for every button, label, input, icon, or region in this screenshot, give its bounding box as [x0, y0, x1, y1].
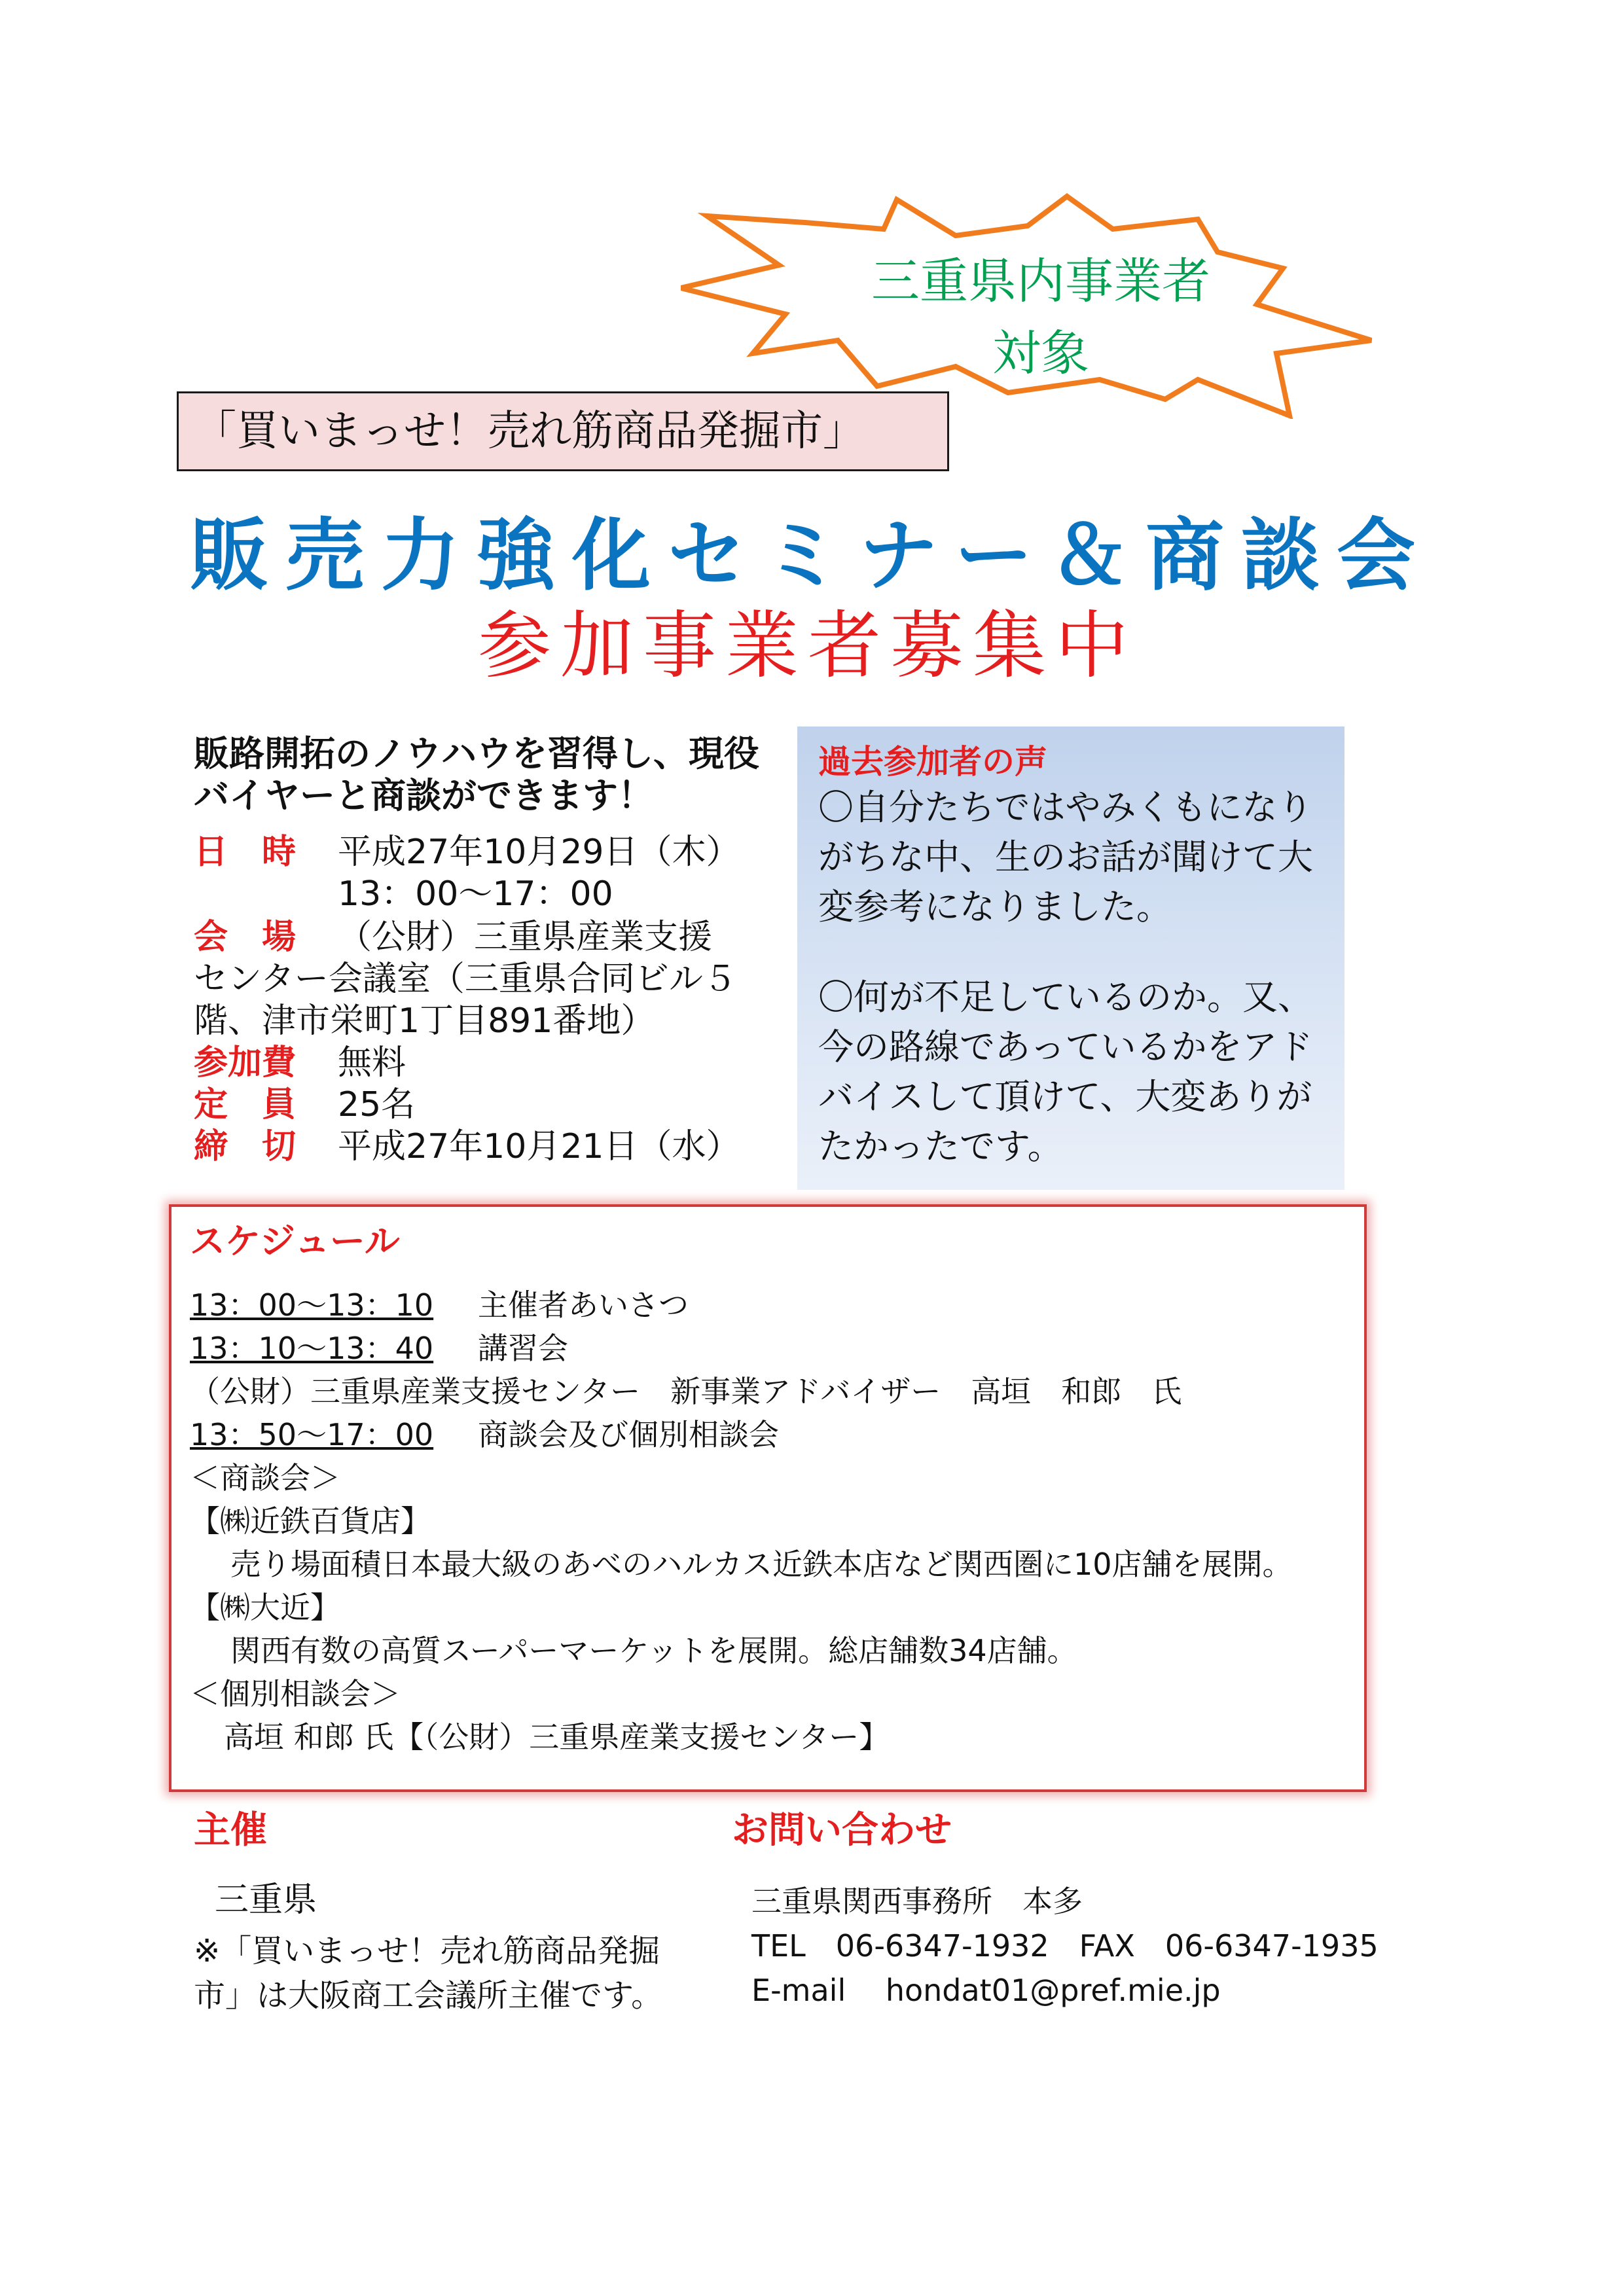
venue-line-2: センター会議室（三重県合同ビル５: [194, 960, 737, 999]
info-time: 13：00～17：00: [338, 874, 613, 914]
contact-phone-fax: TEL 06-6347-1932 FAX 06-6347-1935: [751, 1928, 1379, 1964]
info-fee: [194, 1042, 406, 1084]
venue-line-3: 階、津市栄町1丁目891番地）: [194, 1001, 655, 1041]
schedule-item-2: [190, 1329, 568, 1368]
deadline-label: 締 切: [194, 1127, 297, 1166]
schedule-event-1: 主催者あいさつ: [478, 1287, 689, 1323]
voice-2-line-3: バイスして頂けて、大変ありが: [818, 1076, 1312, 1117]
date-label: 日 時: [194, 833, 297, 872]
venue-line-1: （公財）三重県産業支援: [338, 918, 713, 957]
schedule-time-1: 13：00～13：10: [190, 1287, 434, 1323]
schedule-box: [169, 1204, 1367, 1792]
date-value: 平成27年10月29日（木）: [338, 833, 740, 872]
consultation-heading: ＜個別相談会＞: [190, 1676, 401, 1712]
voices-title: 過去参加者の声: [818, 743, 1047, 781]
burst-line-1: 三重県内事業者: [871, 253, 1210, 310]
schedule-time-2: 13：10～13：40: [190, 1331, 434, 1366]
buyer-2-desc: 関西有数の高質スーパーマーケットを展開。総店舗数34店舗。: [230, 1633, 1077, 1668]
buyer-1-name: 【㈱近鉄百貨店】: [190, 1503, 431, 1539]
buyer-2-name: 【㈱大近】: [190, 1590, 340, 1625]
capacity-label: 定 員: [194, 1085, 297, 1124]
schedule-title: スケジュール: [190, 1221, 400, 1262]
voice-1-line-3: 変参考になりました。: [818, 886, 1172, 927]
deadline-value: 平成27年10月21日（水）: [338, 1127, 740, 1166]
info-date: [194, 831, 740, 873]
fee-label: 参加費: [194, 1043, 297, 1083]
main-title: 販売力強化セミナー＆商談会: [190, 511, 1432, 601]
organizer-note-2: 市」は大阪商工会議所主催です。: [194, 1977, 663, 2014]
contact-title: お問い合わせ: [732, 1809, 952, 1852]
contact-office: 三重県関西事務所 本多: [751, 1884, 1083, 1919]
info-venue: [194, 916, 712, 958]
capacity-value: 25名: [338, 1085, 416, 1124]
voice-2-line-2: 今の路線であっているかをアド: [818, 1026, 1313, 1067]
schedule-item-3: [190, 1415, 779, 1454]
consultation-detail: 高垣 和郎 氏【（公財）三重県産業支援センター】: [224, 1719, 890, 1755]
organizer-title: 主催: [194, 1809, 267, 1852]
organizer-name: 三重県: [215, 1880, 317, 1920]
sub-title: 参加事業者募集中: [478, 603, 1138, 689]
schedule-event-3: 商談会及び個別相談会: [478, 1417, 779, 1452]
lecturer-line: （公財）三重県産業支援センター 新事業アドバイザー 高垣 和郎 氏: [190, 1374, 1182, 1409]
voice-2-line-1: 〇何が不足しているのか。又、: [818, 977, 1313, 1018]
organizer-note-1: ※「買いまっせ！売れ筋商品発掘: [194, 1933, 660, 1969]
info-deadline: [194, 1126, 740, 1168]
info-capacity: [194, 1084, 415, 1126]
contact-email: E-mail hondat01@pref.mie.jp: [751, 1973, 1221, 2008]
burst-line-2: 対象: [992, 325, 1089, 382]
business-meeting-heading: ＜商談会＞: [190, 1460, 340, 1496]
participant-voices-panel: [797, 726, 1344, 1190]
intro-text: 販路開拓のノウハウを習得し、現役バイヤーと商談ができます！: [194, 733, 759, 816]
event-tag: 「買いまっせ！売れ筋商品発掘市」: [177, 391, 949, 471]
schedule-event-2: 講習会: [478, 1331, 568, 1366]
voice-2-line-4: たかったです。: [818, 1126, 1063, 1167]
fee-value: 無料: [338, 1043, 406, 1083]
voice-1-line-2: がちな中、生のお話が聞けて大: [818, 836, 1313, 878]
schedule-time-3: 13：50～17：00: [190, 1417, 434, 1452]
venue-label: 会 場: [194, 918, 297, 957]
schedule-item-1: [190, 1285, 689, 1325]
voice-1-line-1: 〇自分たちではやみくもになり: [818, 787, 1313, 828]
buyer-1-desc: 売り場面積日本最大級のあべのハルカス近鉄本店など関西圏に10店舗を展開。: [230, 1547, 1293, 1582]
